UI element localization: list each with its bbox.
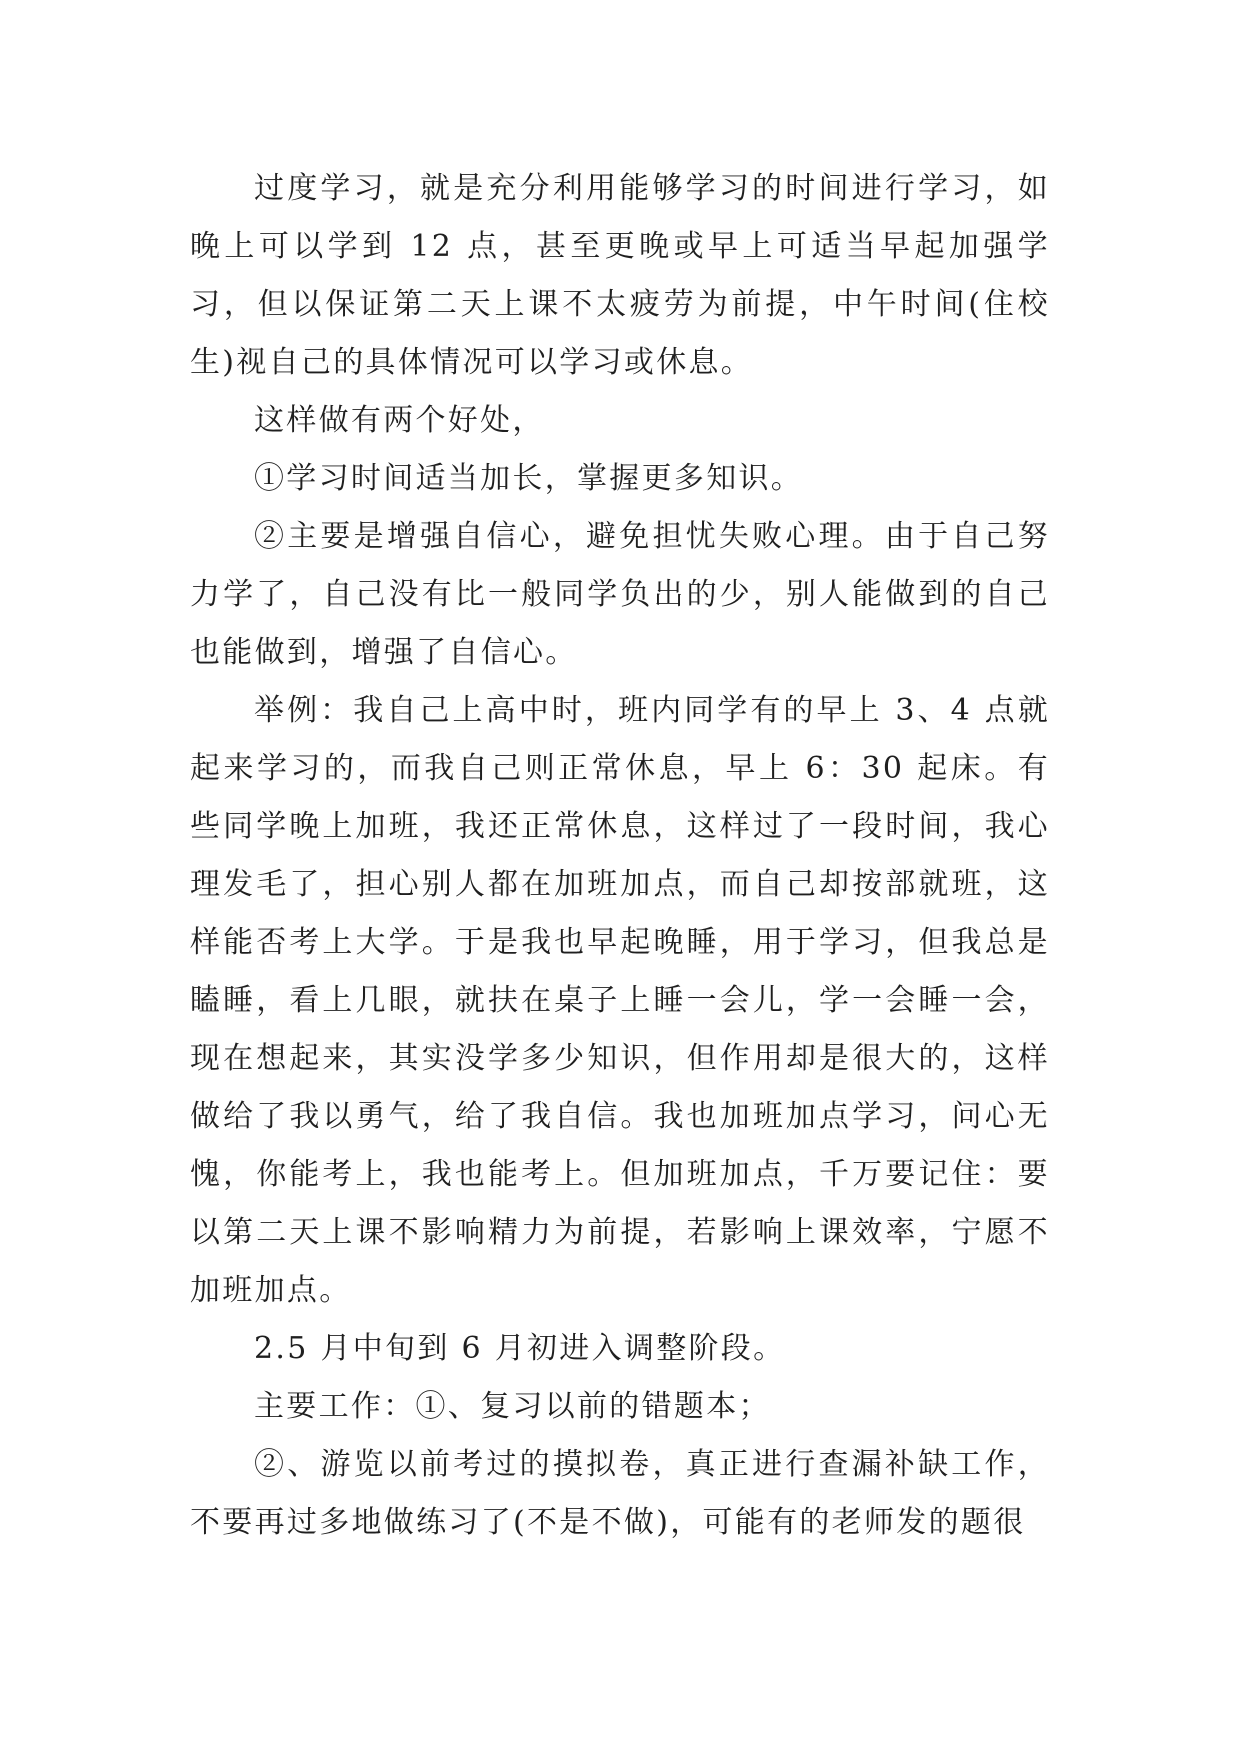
- paragraph-benefit-2: ②主要是增强自信心，避免担忧失败心理。由于自己努力学了，自己没有比一般同学负出的少，别人能做到的自己也能做到，增强了自信心。: [190, 519, 1050, 670]
- paragraph-benefit-1: ①学习时间适当加长，掌握更多知识。: [254, 461, 804, 496]
- paragraph-overlearning: 过度学习，就是充分利用能够学习的时间进行学习，如晚上可以学到 12 点，甚至更晚或早上可适当早起加强学习，但以保证第二天上课不太疲劳为前提，中午时间(住校生)视自己的具体情况可以学习或休息。: [190, 171, 1050, 380]
- paragraph-two-benefits: 这样做有两个好处，: [254, 403, 545, 438]
- paragraph-review-papers: ②、游览以前考过的摸拟卷，真正进行查漏补缺工作，不要再过多地做练习了(不是不做)，可能有的老师发的题很: [190, 1447, 1050, 1540]
- paragraph-adjustment-stage: 2.5 月中旬到 6 月初进入调整阶段。: [254, 1331, 786, 1366]
- paragraph-example: 举例：我自己上高中时，班内同学有的早上 3、4 点就起来学习的，而我自己则正常休息，早上 6：30 起床。有些同学晚上加班，我还正常休息，这样过了一段时间，我心理发毛了，担心别人都在加班加点，而自己却按部就班，这样能否考上大学。于是我也早起晚睡，用于学习，但我总是瞌睡，看上几眼，就扶在桌子上睡一会儿，学一会睡一会，现在想起来，其实没学多少知识，但作用却是很大的，这样做给了我以勇气，给了我自信。我也加班加点学习，问心无愧，你能考上，我也能考上。但加班加点，千万要记住：要以第二天上课不影响精力为前提，若影响上课效率，宁愿不加班加点。: [190, 693, 1050, 1308]
- document-body: [190, 160, 1050, 1552]
- paragraph-main-work: 主要工作：①、复习以前的错题本；: [254, 1389, 771, 1424]
